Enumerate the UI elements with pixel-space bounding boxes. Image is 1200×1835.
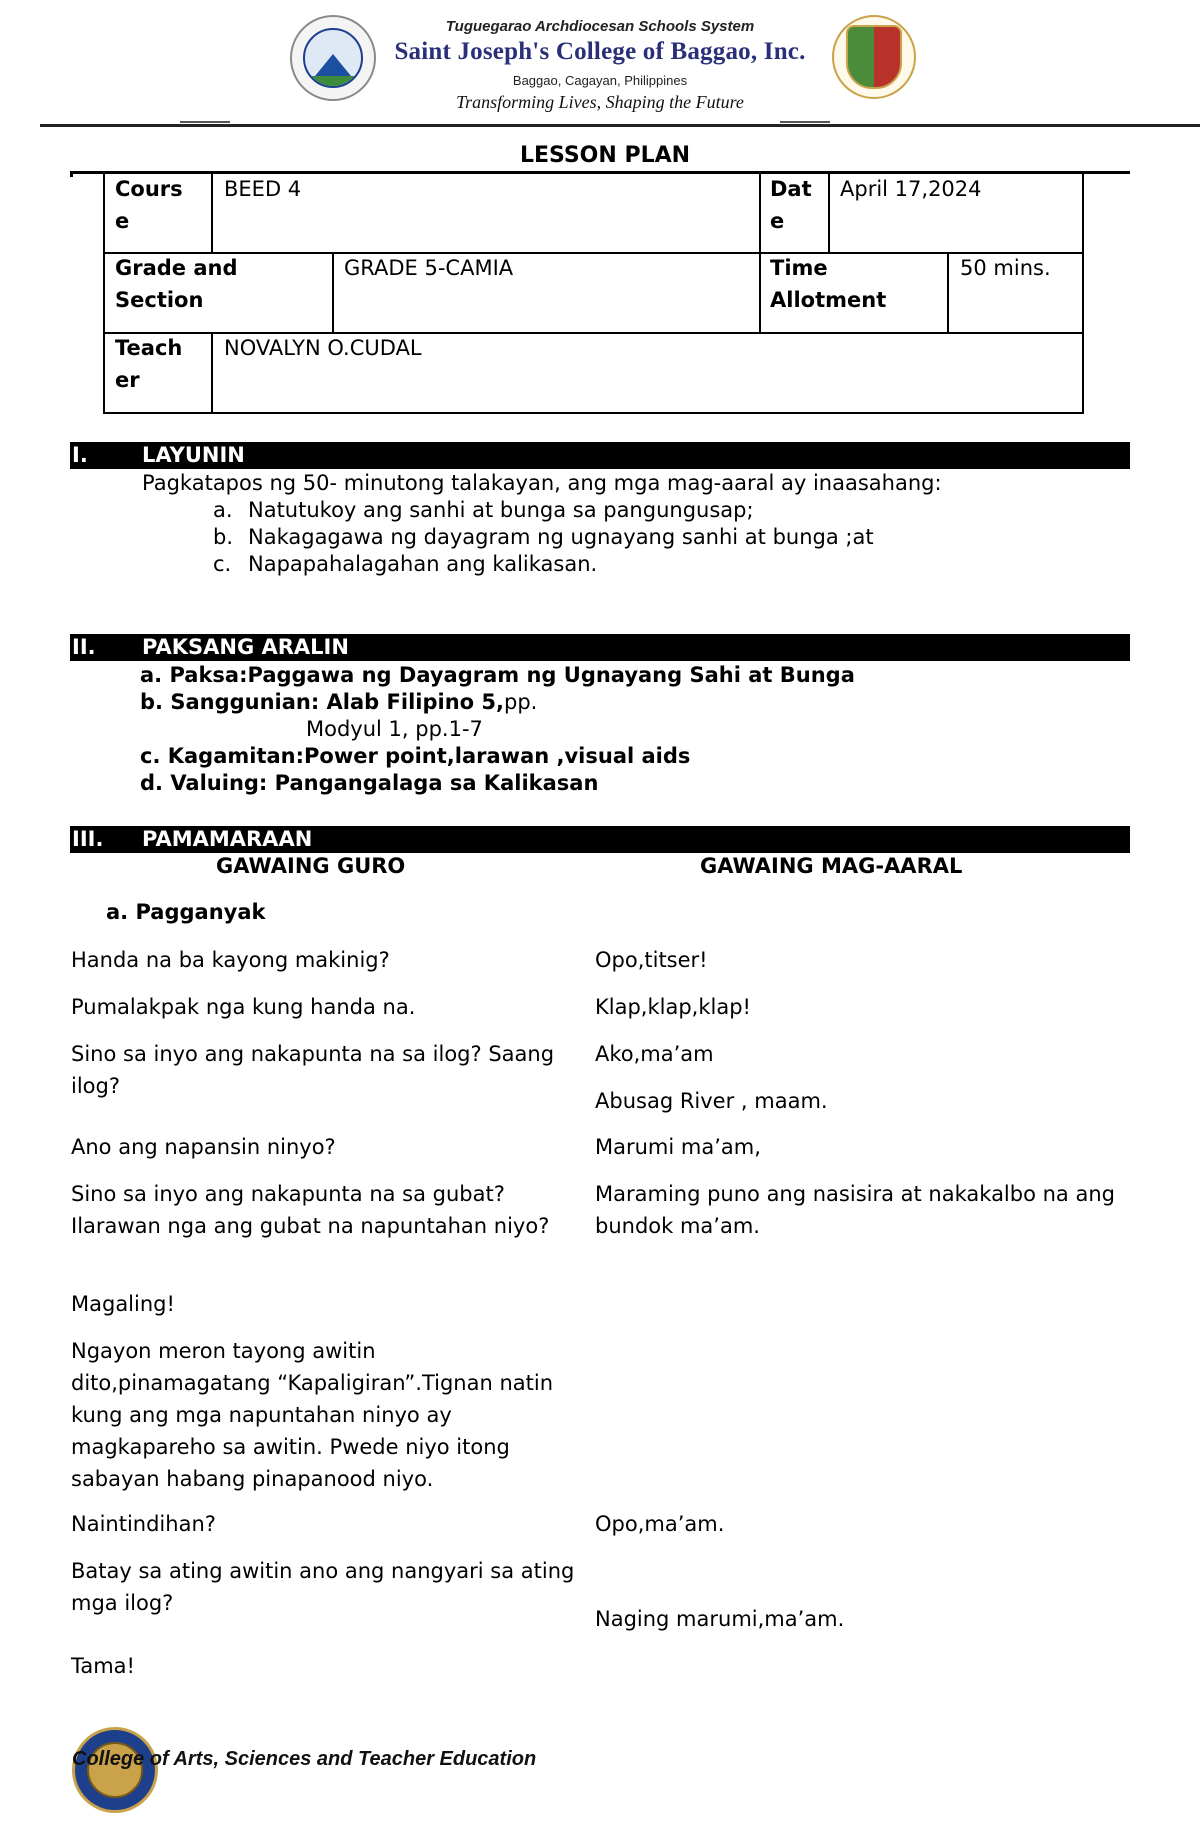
objective-marker: b. [213, 525, 234, 549]
student-line: Opo,ma’am. [595, 1512, 725, 1536]
grade-section-value: GRADE 5-CAMIA [344, 256, 514, 280]
student-line: Naging marumi,ma’am. [595, 1607, 845, 1631]
reference-item: b. Sanggunian: Alab Filipino 5,pp. [140, 690, 538, 714]
column-teacher-heading: GAWAING GURO [216, 854, 406, 878]
objectives-intro: Pagkatapos ng 50- minutong talakayan, ang mga mag-aaral ay inaasahang: [142, 471, 942, 495]
teacher-line: Handa na ba kayong makinig? [71, 948, 390, 972]
grade-section-label: Grade and Section [115, 256, 238, 312]
teacher-label: Teach er [115, 336, 183, 392]
section-layunin-header: I. LAYUNIN [70, 442, 1130, 469]
course-value: BEED 4 [224, 177, 302, 201]
subsection-pagganyak: a. Pagganyak [106, 900, 266, 924]
student-line: Klap,klap,klap! [595, 995, 751, 1019]
teacher-value: NOVALYN O.CUDAL [224, 336, 422, 360]
course-label: Cours e [115, 177, 183, 233]
student-line: Abusag River , maam. [595, 1089, 828, 1113]
materials-item: c. Kagamitan:Power point,larawan ,visual aids [140, 744, 691, 768]
page-title: LESSON PLAN [519, 143, 691, 168]
teacher-line: Batay sa ating awitin ano ang nangyari sa ating mga ilog? [71, 1559, 575, 1615]
objective-item: Napapahalagahan ang kalikasan. [248, 552, 598, 576]
teacher-line: Naintindihan? [71, 1512, 216, 1536]
header-divider-accent [780, 121, 830, 123]
teacher-line: Magaling! [71, 1292, 175, 1316]
section-pamamaraan-header: III. PAMAMARAAN [70, 826, 1130, 853]
student-line: Marumi ma’am, [595, 1135, 761, 1159]
date-value: April 17,2024 [840, 177, 982, 201]
school-motto: Transforming Lives, Shaping the Future [456, 92, 744, 112]
header-divider [40, 124, 1200, 127]
objective-marker: a. [213, 498, 233, 522]
college-name: College of Arts, Sciences and Teacher Education [72, 1748, 537, 1770]
teacher-line: Sino sa inyo ang nakapunta na sa ilog? Saang ilog? [71, 1042, 555, 1098]
time-allotment-value: 50 mins. [960, 256, 1051, 280]
teacher-line: Ngayon meron tayong awitin dito,pinamagatang “Kapaligiran”.Tignan natin kung ang mga napuntahan ninyo ay magkapareho sa awitin. Pwede niyo itong sabayan habang pinapanood niyo. [71, 1339, 554, 1491]
student-line: Opo,titser! [595, 948, 708, 972]
school-name: Saint Joseph's College of Baggao, Inc. [394, 38, 806, 65]
student-line: Maraming puno ang nasisira at nakakalbo na ang bundok ma’am. [595, 1182, 1115, 1238]
school-address: Baggao, Cagayan, Philippines [512, 73, 688, 88]
teacher-line: Ano ang napansin ninyo? [71, 1135, 336, 1159]
objective-item: Nakagagawa ng dayagram ng ugnayang sanhi at bunga ;at [248, 525, 874, 549]
column-student-heading: GAWAING MAG-AARAL [700, 854, 963, 878]
student-line: Ako,ma’am [595, 1042, 714, 1066]
topic-item: a. Paksa:Paggawa ng Dayagram ng Ugnayang Sahi at Bunga [140, 663, 855, 687]
system-name: Tuguegarao Archdiocesan Schools System [445, 18, 755, 35]
section-paksang-aralin-header: II. PAKSANG ARALIN [70, 634, 1130, 661]
time-allotment-label: Time Allotment [770, 256, 887, 312]
objective-item: Natutukoy ang sanhi at bunga sa pangungusap; [248, 498, 754, 522]
teacher-line: Sino sa inyo ang nakapunta na sa gubat? Ilarawan nga ang gubat na napuntahan niyo? [71, 1182, 550, 1238]
teacher-line: Tama! [71, 1654, 135, 1678]
header-divider-accent [180, 121, 230, 123]
objective-marker: c. [213, 552, 232, 576]
date-label: Dat e [770, 177, 812, 233]
teacher-line: Pumalakpak nga kung handa na. [71, 995, 416, 1019]
reference-continuation: Modyul 1, pp.1-7 [306, 717, 483, 741]
diocese-seal-logo [832, 15, 916, 99]
valuing-item: d. Valuing: Pangangalaga sa Kalikasan [140, 771, 599, 795]
